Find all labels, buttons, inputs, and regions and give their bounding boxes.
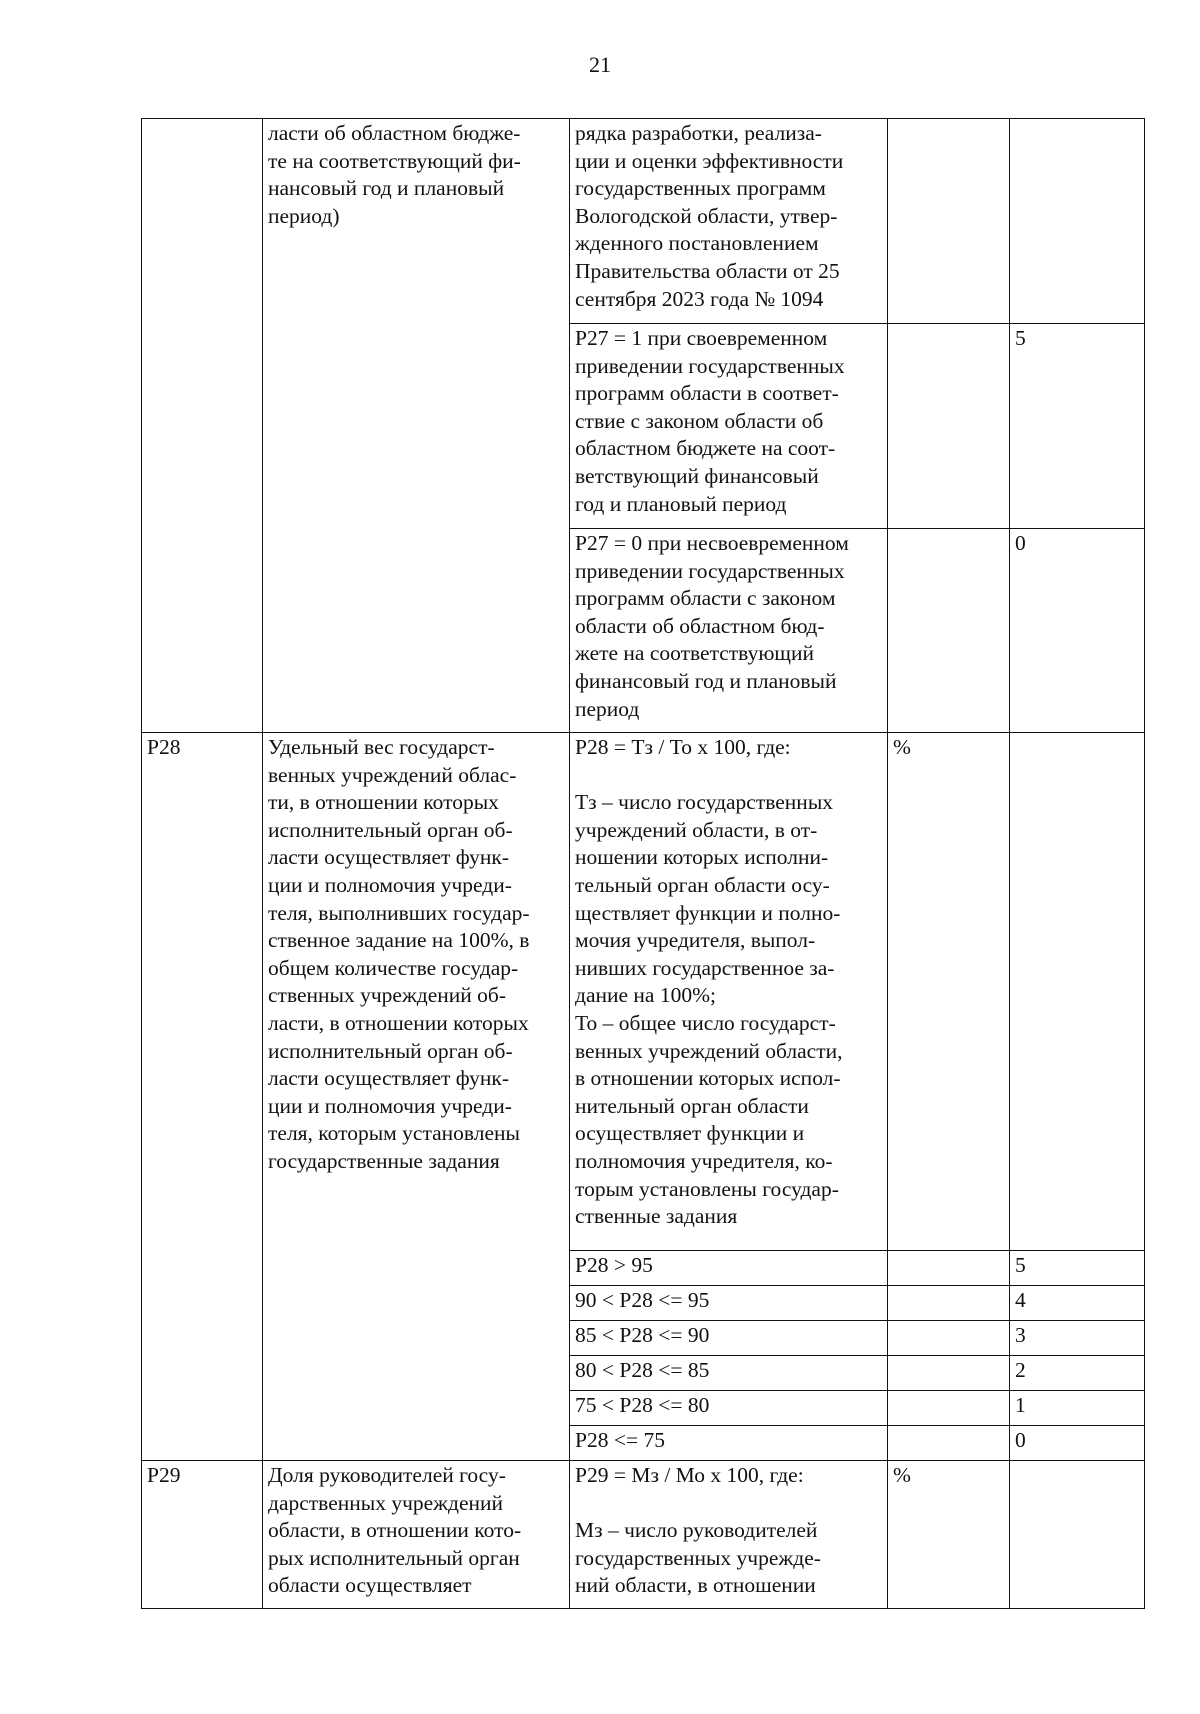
indicator-name-cell: ласти об областном бюдже- те на соответствующий фи- нансовый год и плановый период)	[263, 119, 570, 733]
condition-cell: Р28 > 95	[570, 1251, 888, 1286]
score-cell: 3	[1010, 1321, 1145, 1356]
score-cell: 5	[1010, 1251, 1145, 1286]
unit-cell	[888, 1251, 1010, 1286]
unit-cell	[888, 119, 1010, 324]
page-number: 21	[589, 52, 611, 77]
unit-cell: %	[888, 733, 1010, 1251]
formula-cell: Р29 = Мз / Мо х 100, где: Мз – число руководителей государственных учрежде- ний области, в отношении	[570, 1461, 888, 1609]
score-cell	[1010, 119, 1145, 324]
condition-cell: 85 < Р28 <= 90	[570, 1321, 888, 1356]
code-cell	[142, 119, 263, 733]
score-cell: 1	[1010, 1391, 1145, 1426]
condition-cell: Р27 = 1 при своевременном приведении государственных программ области в соответ- ствие с законом области об областном бюджете на соот- ветствующий финансовый год и плановый период	[570, 324, 888, 529]
score-cell: 2	[1010, 1356, 1145, 1391]
score-cell: 0	[1010, 529, 1145, 733]
formula-cell: Р28 = Тз / То х 100, где: Тз – число государственных учреждений области, в от- ношении которых исполни- тельный орган области осу- ществляет функции и полно- мочия учредителя, выпол- нивших государственное за- дание на 100%; То – общее число государст- венных учреждений области, в отношении которых испол- нительный орган области осуществляет функции и полномочия учредителя, ко- торым установлены государ- ственные задания	[570, 733, 888, 1251]
condition-cell: 80 < Р28 <= 85	[570, 1356, 888, 1391]
unit-cell	[888, 1356, 1010, 1391]
indicator-name-cell: Доля руководителей госу- дарственных учреждений области, в отношении кото- рых исполнительный орган области осуществляет	[263, 1461, 570, 1609]
unit-cell	[888, 1321, 1010, 1356]
unit-cell	[888, 529, 1010, 733]
unit-cell	[888, 1391, 1010, 1426]
score-cell: 0	[1010, 1426, 1145, 1461]
score-cell: 5	[1010, 324, 1145, 529]
formula-cell: рядка разработки, реализа- ции и оценки эффективности государственных программ Вологодской области, утвер- жденного постановлением Правительства области от 25 сентября 2023 года № 1094	[570, 119, 888, 324]
table-row	[142, 119, 1145, 324]
score-cell: 4	[1010, 1286, 1145, 1321]
condition-cell: Р27 = 0 при несвоевременном приведении государственных программ области с законом области об областном бюд- жете на соответствующий финансовый год и плановый период	[570, 529, 888, 733]
table-row	[142, 733, 1145, 1251]
code-cell: Р28	[142, 733, 263, 1461]
score-cell	[1010, 733, 1145, 1251]
score-cell	[1010, 1461, 1145, 1609]
code-cell: Р29	[142, 1461, 263, 1609]
condition-cell: Р28 <= 75	[570, 1426, 888, 1461]
indicator-name-cell: Удельный вес государст- венных учреждений облас- ти, в отношении которых исполнительный орган об- ласти осуществляет функ- ции и полномочия учреди- теля, выполнивших государ- ственное задание на 100%, в общем количестве государ- ственных учреждений об- ласти, в отношении которых исполнительный орган об- ласти осуществляет функ- ции и полномочия учреди- теля, которым установлены государственные задания	[263, 733, 570, 1461]
unit-cell: %	[888, 1461, 1010, 1609]
criteria-table	[141, 118, 1145, 1609]
condition-cell: 75 < Р28 <= 80	[570, 1391, 888, 1426]
unit-cell	[888, 324, 1010, 529]
unit-cell	[888, 1286, 1010, 1321]
unit-cell	[888, 1426, 1010, 1461]
condition-cell: 90 < Р28 <= 95	[570, 1286, 888, 1321]
table-row	[142, 1461, 1145, 1609]
